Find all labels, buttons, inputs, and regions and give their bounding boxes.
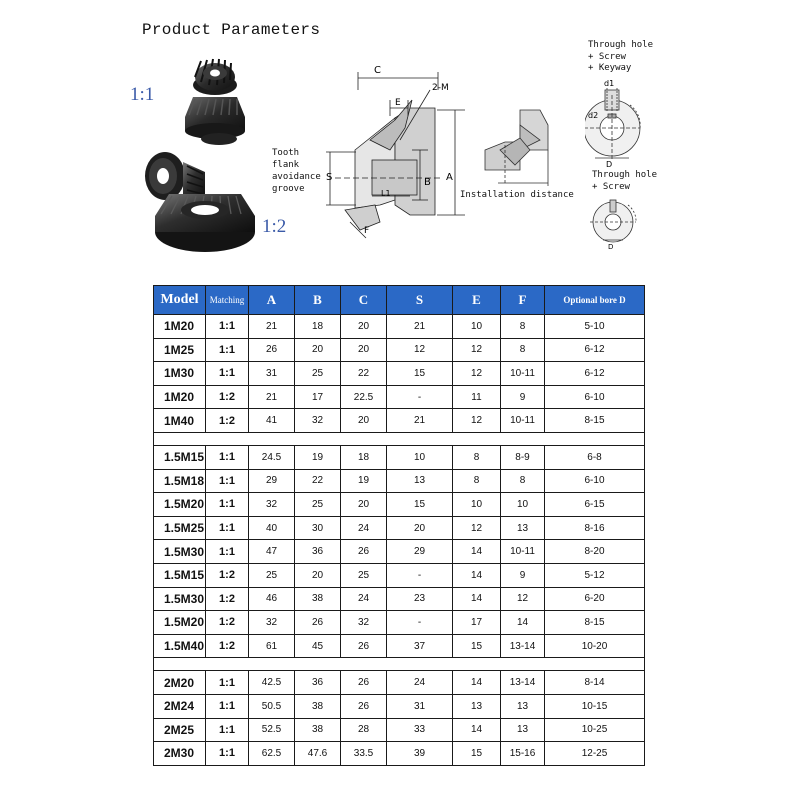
cell-matching: 1:2 [206, 409, 249, 433]
table-row [154, 469, 645, 493]
cell-bore: 8-20 [545, 540, 645, 564]
cell-model: 2M30 [154, 742, 206, 766]
table-row [154, 671, 645, 695]
cell-e: 8 [453, 469, 501, 493]
cell-bore: 6-12 [545, 338, 645, 362]
cell-model: 1M25 [154, 338, 206, 362]
cell-a: 47 [249, 540, 295, 564]
cell-a: 62.5 [249, 742, 295, 766]
cell-f: 10-11 [501, 409, 545, 433]
cell-bore: 10-20 [545, 634, 645, 658]
cell-model: 1.5M20 [154, 611, 206, 635]
cell-s: - [387, 385, 453, 409]
cell-model: 1.5M30 [154, 540, 206, 564]
cell-b: 18 [295, 315, 341, 339]
cell-e: 11 [453, 385, 501, 409]
cell-s: - [387, 611, 453, 635]
cell-b: 38 [295, 587, 341, 611]
dim-label-2m: 2-M [432, 83, 449, 93]
table-header-row [154, 286, 645, 315]
table-body [154, 315, 645, 766]
cell-f: 8 [501, 338, 545, 362]
cell-s: 23 [387, 587, 453, 611]
cell-c: 24 [341, 516, 387, 540]
cell-f: 15-16 [501, 742, 545, 766]
cell-b: 17 [295, 385, 341, 409]
cell-matching: 1:1 [206, 445, 249, 469]
col-header-matching: Matching [206, 286, 249, 315]
cell-f: 8-9 [501, 445, 545, 469]
cell-bore: 6-15 [545, 493, 645, 517]
cell-c: 26 [341, 671, 387, 695]
cell-matching: 1:1 [206, 540, 249, 564]
cell-bore: 6-8 [545, 445, 645, 469]
cell-a: 50.5 [249, 694, 295, 718]
col-header-e: E [453, 286, 501, 315]
cell-matching: 1:2 [206, 587, 249, 611]
cell-model: 1.5M30 [154, 587, 206, 611]
cell-model: 1.5M20 [154, 493, 206, 517]
cell-model: 1M20 [154, 315, 206, 339]
cell-matching: 1:1 [206, 516, 249, 540]
cell-a: 42.5 [249, 671, 295, 695]
table-row [154, 718, 645, 742]
bore-keyway-d1-label: d1 [604, 79, 615, 88]
dim-label-s: S [326, 172, 333, 183]
cell-e: 10 [453, 493, 501, 517]
table-row [154, 385, 645, 409]
cell-b: 22 [295, 469, 341, 493]
col-header-bore: Optional bore D [545, 286, 645, 315]
cell-e: 12 [453, 338, 501, 362]
cell-model: 2M20 [154, 671, 206, 695]
dim-label-e: E [395, 98, 401, 108]
cell-s: 21 [387, 409, 453, 433]
table-row [154, 563, 645, 587]
cell-b: 45 [295, 634, 341, 658]
cell-a: 41 [249, 409, 295, 433]
cell-s: 37 [387, 634, 453, 658]
cell-matching: 1:1 [206, 742, 249, 766]
cell-s: 29 [387, 540, 453, 564]
cell-b: 36 [295, 540, 341, 564]
cell-e: 15 [453, 634, 501, 658]
page-title: Product Parameters [142, 21, 321, 39]
cell-f: 12 [501, 587, 545, 611]
cell-a: 40 [249, 516, 295, 540]
cell-model: 1.5M15 [154, 445, 206, 469]
cell-bore: 8-16 [545, 516, 645, 540]
cell-bore: 6-10 [545, 385, 645, 409]
cell-e: 14 [453, 587, 501, 611]
cell-b: 19 [295, 445, 341, 469]
cell-matching: 1:1 [206, 315, 249, 339]
dim-label-l1: L1 [381, 189, 391, 198]
col-header-f: F [501, 286, 545, 315]
table-group-separator [154, 432, 645, 445]
cell-a: 29 [249, 469, 295, 493]
cell-c: 24 [341, 587, 387, 611]
cell-e: 8 [453, 445, 501, 469]
bore-screw-drawing [588, 195, 658, 255]
cell-s: 15 [387, 493, 453, 517]
cell-c: 28 [341, 718, 387, 742]
cell-bore: 5-12 [545, 563, 645, 587]
cell-c: 26 [341, 540, 387, 564]
cell-a: 52.5 [249, 718, 295, 742]
cell-b: 20 [295, 338, 341, 362]
cell-s: 10 [387, 445, 453, 469]
cell-a: 31 [249, 362, 295, 386]
cell-c: 26 [341, 694, 387, 718]
cell-matching: 1:2 [206, 563, 249, 587]
table-row [154, 516, 645, 540]
cell-f: 13-14 [501, 671, 545, 695]
cell-e: 12 [453, 362, 501, 386]
cell-e: 14 [453, 671, 501, 695]
cell-f: 9 [501, 385, 545, 409]
cell-matching: 1:1 [206, 493, 249, 517]
cell-model: 1M40 [154, 409, 206, 433]
col-header-model: Model [154, 286, 206, 315]
dim-label-f: F [364, 226, 370, 236]
cell-a: 24.5 [249, 445, 295, 469]
cell-bore: 8-15 [545, 611, 645, 635]
dim-label-b: B [424, 177, 431, 188]
gear-pair-1-2-image [133, 148, 263, 253]
cell-e: 14 [453, 563, 501, 587]
cell-s: - [387, 563, 453, 587]
cell-model: 1M30 [154, 362, 206, 386]
cell-matching: 1:1 [206, 469, 249, 493]
cell-model: 1.5M25 [154, 516, 206, 540]
table-row [154, 587, 645, 611]
cell-bore: 6-10 [545, 469, 645, 493]
cell-f: 13 [501, 516, 545, 540]
cell-matching: 1:1 [206, 362, 249, 386]
cell-f: 13 [501, 718, 545, 742]
cell-c: 20 [341, 409, 387, 433]
table-row [154, 493, 645, 517]
cell-s: 33 [387, 718, 453, 742]
cell-c: 18 [341, 445, 387, 469]
cell-matching: 1:2 [206, 634, 249, 658]
cell-c: 32 [341, 611, 387, 635]
cell-matching: 1:1 [206, 718, 249, 742]
cell-bore: 10-25 [545, 718, 645, 742]
cell-b: 20 [295, 563, 341, 587]
cell-s: 39 [387, 742, 453, 766]
cell-a: 26 [249, 338, 295, 362]
cell-f: 10-11 [501, 540, 545, 564]
cell-f: 14 [501, 611, 545, 635]
bore-type-screw-title: Through hole + Screw [592, 170, 658, 192]
cell-f: 9 [501, 563, 545, 587]
cell-e: 10 [453, 315, 501, 339]
tooth-flank-note: Tooth flank avoidance groove [272, 148, 321, 194]
cell-f: 10-11 [501, 362, 545, 386]
cell-s: 24 [387, 671, 453, 695]
cell-c: 20 [341, 493, 387, 517]
cell-c: 20 [341, 315, 387, 339]
cell-bore: 8-14 [545, 671, 645, 695]
cell-a: 25 [249, 563, 295, 587]
cell-b: 30 [295, 516, 341, 540]
cell-a: 32 [249, 493, 295, 517]
cell-c: 22.5 [341, 385, 387, 409]
cell-a: 46 [249, 587, 295, 611]
dim-label-a: A [446, 172, 453, 183]
cell-s: 15 [387, 362, 453, 386]
cell-f: 13-14 [501, 634, 545, 658]
cell-model: 2M25 [154, 718, 206, 742]
cell-matching: 1:1 [206, 671, 249, 695]
cell-s: 21 [387, 315, 453, 339]
cell-b: 25 [295, 362, 341, 386]
installation-distance-label: Installation distance [460, 190, 574, 200]
table-row [154, 611, 645, 635]
cell-bore: 8-15 [545, 409, 645, 433]
cell-e: 14 [453, 718, 501, 742]
cell-model: 1M20 [154, 385, 206, 409]
cell-c: 19 [341, 469, 387, 493]
cell-e: 15 [453, 742, 501, 766]
bore-screw-D-label: D [608, 243, 614, 251]
cell-a: 21 [249, 385, 295, 409]
cell-e: 12 [453, 516, 501, 540]
table-row [154, 362, 645, 386]
cell-s: 20 [387, 516, 453, 540]
bore-keyway-D-label: D [606, 160, 613, 169]
cell-bore: 6-12 [545, 362, 645, 386]
cell-f: 8 [501, 315, 545, 339]
col-header-c: C [341, 286, 387, 315]
table-row [154, 540, 645, 564]
dim-label-c: C [374, 65, 381, 76]
cell-e: 12 [453, 409, 501, 433]
cell-matching: 1:1 [206, 338, 249, 362]
cell-f: 13 [501, 694, 545, 718]
cell-bore: 12-25 [545, 742, 645, 766]
cell-b: 36 [295, 671, 341, 695]
cell-matching: 1:2 [206, 385, 249, 409]
table-row [154, 409, 645, 433]
table-row [154, 315, 645, 339]
table-row [154, 634, 645, 658]
cell-s: 31 [387, 694, 453, 718]
cell-model: 1.5M40 [154, 634, 206, 658]
cell-bore: 5-10 [545, 315, 645, 339]
cell-b: 25 [295, 493, 341, 517]
cell-e: 14 [453, 540, 501, 564]
cell-bore: 10-15 [545, 694, 645, 718]
bore-keyway-drawing [585, 75, 665, 170]
cell-c: 33.5 [341, 742, 387, 766]
cell-e: 17 [453, 611, 501, 635]
cell-a: 61 [249, 634, 295, 658]
cell-bore: 6-20 [545, 587, 645, 611]
gear-pair-1-1-image [175, 55, 260, 150]
installation-distance-drawing [478, 105, 558, 190]
ratio-label-1-2: 1:2 [262, 216, 287, 237]
col-header-b: B [295, 286, 341, 315]
cell-b: 26 [295, 611, 341, 635]
cell-b: 38 [295, 694, 341, 718]
cell-f: 8 [501, 469, 545, 493]
cell-c: 26 [341, 634, 387, 658]
ratio-label-1-1: 1:1 [130, 84, 155, 105]
cell-matching: 1:1 [206, 694, 249, 718]
cell-f: 10 [501, 493, 545, 517]
cell-c: 22 [341, 362, 387, 386]
bore-keyway-d2-label: d2 [588, 111, 599, 120]
bore-type-keyway-title: Through hole + Screw + Keyway [588, 40, 654, 73]
cell-b: 47.6 [295, 742, 341, 766]
cell-b: 38 [295, 718, 341, 742]
cell-model: 1.5M18 [154, 469, 206, 493]
col-header-s: S [387, 286, 453, 315]
cell-a: 21 [249, 315, 295, 339]
table-row [154, 694, 645, 718]
cell-b: 32 [295, 409, 341, 433]
table-row [154, 338, 645, 362]
cell-a: 32 [249, 611, 295, 635]
table-row [154, 445, 645, 469]
cell-c: 25 [341, 563, 387, 587]
cell-s: 13 [387, 469, 453, 493]
cell-c: 20 [341, 338, 387, 362]
table-row [154, 742, 645, 766]
cell-model: 2M24 [154, 694, 206, 718]
cell-s: 12 [387, 338, 453, 362]
cell-model: 1.5M15 [154, 563, 206, 587]
spec-table [153, 285, 645, 766]
cell-matching: 1:2 [206, 611, 249, 635]
cell-e: 13 [453, 694, 501, 718]
col-header-a: A [249, 286, 295, 315]
table-group-separator [154, 658, 645, 671]
